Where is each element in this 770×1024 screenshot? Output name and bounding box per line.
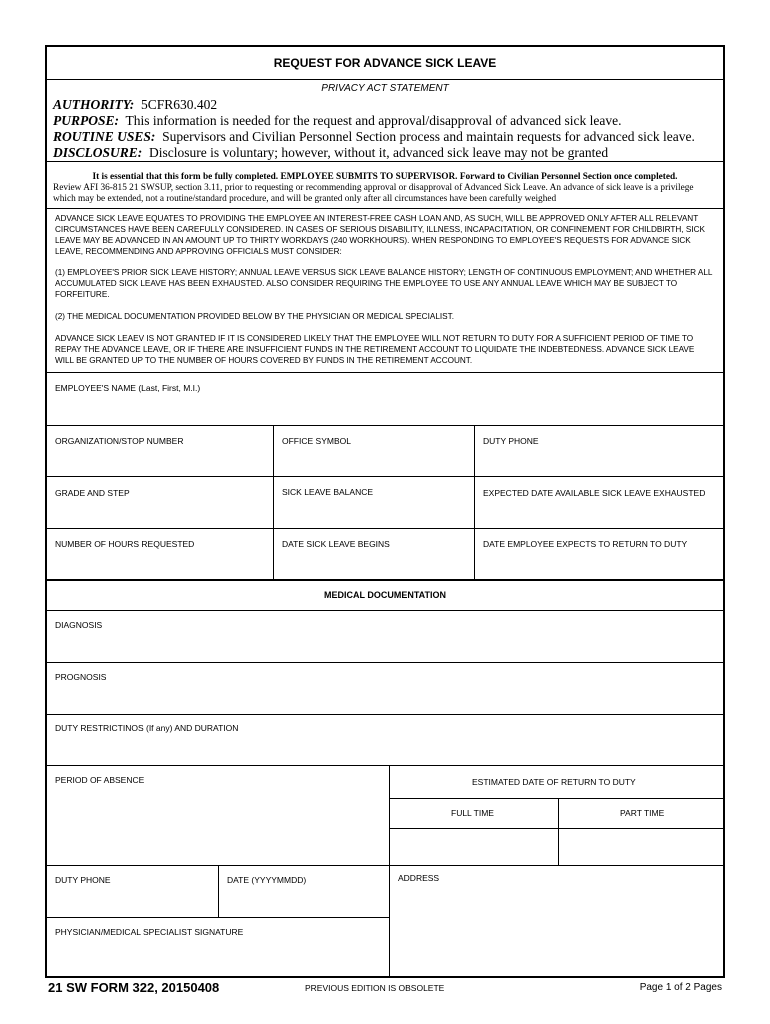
date-begins-field[interactable]: DATE SICK LEAVE BEGINS	[282, 539, 390, 549]
grid-line	[47, 425, 723, 426]
prognosis-field[interactable]: PROGNOSIS	[55, 672, 107, 682]
grid-line	[218, 865, 219, 917]
organization-field[interactable]: ORGANIZATION/STOP NUMBER	[55, 436, 184, 446]
grade-step-field[interactable]: GRADE AND STEP	[55, 488, 130, 498]
hours-requested-field[interactable]: NUMBER OF HOURS REQUESTED	[55, 539, 195, 549]
expected-exhausted-field[interactable]: EXPECTED DATE AVAILABLE SICK LEAVE EXHAUSTED	[483, 488, 706, 498]
grid-line	[47, 476, 723, 477]
paragraph-3: (2) THE MEDICAL DOCUMENTATION PROVIDED BELOW BY THE PHYSICIAN OR MEDICAL SPECIALIST.	[55, 312, 454, 321]
estimated-return-label: ESTIMATED DATE OF RETURN TO DUTY	[472, 777, 636, 787]
instructions-block	[53, 172, 717, 205]
grid-line	[47, 610, 723, 611]
sick-leave-balance-field[interactable]: SICK LEAVE BALANCE	[282, 487, 374, 497]
paragraph-2: (1) EMPLOYEE'S PRIOR SICK LEAVE HISTORY; ANNUAL LEAVE VERSUS SICK LEAVE BALANCE HISTORY; LENGTH OF CONTINUOUS EMPLOYMENT; AND WHETHER ALL ACCUMULATED SICK LEAVE HAS BEEN EXHAUSTED. ALSO CONSIDER REQUIRING THE EMPLOYEE TO USE ANY ANNUAL LEAVE WHICH MAY BE SUBJECT TO FORFEITURE.	[55, 268, 713, 299]
grid-line	[47, 714, 723, 715]
grid-line	[47, 917, 389, 918]
routine-uses-line	[53, 129, 695, 145]
authority-line	[53, 97, 217, 113]
period-of-absence-field[interactable]: PERIOD OF ABSENCE	[55, 775, 145, 785]
privacy-act-header: PRIVACY ACT STATEMENT	[321, 83, 449, 94]
disclosure-label: DISCLOSURE:	[53, 145, 143, 160]
grid-line	[558, 798, 559, 865]
grid-line	[47, 865, 723, 866]
authority-label: AUTHORITY:	[53, 97, 135, 112]
page-number: Page 1 of 2 Pages	[639, 982, 722, 993]
authority-text: 5CFR630.402	[141, 97, 218, 112]
date-return-field[interactable]: DATE EMPLOYEE EXPECTS TO RETURN TO DUTY	[483, 539, 688, 549]
grid-line	[47, 579, 723, 581]
routine-uses-text: Supervisors and Civilian Personnel Section process and maintain requests for advanced sick leave.	[162, 129, 695, 144]
diagnosis-field[interactable]: DIAGNOSIS	[55, 620, 103, 630]
medical-documentation-header: MEDICAL DOCUMENTATION	[324, 590, 446, 600]
part-time-field[interactable]: PART TIME	[620, 808, 665, 818]
purpose-line	[53, 113, 622, 129]
grid-line	[47, 372, 723, 373]
instructions-divider	[47, 208, 723, 209]
physician-duty-phone-field[interactable]: DUTY PHONE	[55, 875, 111, 885]
physician-signature-field[interactable]: PHYSICIAN/MEDICAL SPECIALIST SIGNATURE	[55, 927, 244, 937]
paragraph-1: ADVANCE SICK LEAVE EQUATES TO PROVIDING THE EMPLOYEE AN INTEREST-FREE CASH LOAN AND, AS SUCH, WILL BE APPROVED ONLY AFTER ALL RELEVANT CIRCUMSTANCES HAVE BEEN CAREFULLY CONSIDERED. IN CASES OF SERIOUS DISABILITY, ILLNESS, INCAPACITATION, OR CONFINEMENT FOR CHILDBIRTH, SICK LEAVE MAY BE ADVANCED IN AN AMOUNT UP TO THIRTY WORKDAYS (240 WORKHOURS). WHEN RESPONDING TO EMPLOYEE'S REQUESTS FOR ADVANCE SICK LEAVE, RECOMMENDING AND APPROVING OFFICIALS MUST CONSIDER:	[55, 214, 705, 256]
grid-line	[389, 798, 723, 799]
grid-line	[47, 528, 723, 529]
grid-line	[474, 425, 475, 579]
address-field[interactable]: ADDRESS	[398, 873, 440, 883]
purpose-label: PURPOSE:	[53, 113, 120, 128]
instructions-line1: It is essential that this form be fully completed. EMPLOYEE SUBMITS TO SUPERVISOR. Forward to Civilian Personnel Section once completed.	[92, 172, 678, 182]
instructions-line2: Review AFI 36-815 21 SWSUP, section 3.11, prior to requesting or recommending approval or disapproval of Advanced Sick Leave. An advance of sick leave is a privilege which may be extended, not a routine/standard procedure, and will be granted only after all circumstances have been carefully weighed	[53, 183, 694, 204]
duty-restrictions-field[interactable]: DUTY RESTRICTINOS (If any) AND DURATION	[55, 723, 239, 733]
employee-name-field[interactable]: EMPLOYEE'S NAME (Last, First, M.I.)	[55, 383, 201, 393]
form-title: REQUEST FOR ADVANCE SICK LEAVE	[47, 47, 723, 80]
grid-line	[47, 765, 723, 766]
full-time-field[interactable]: FULL TIME	[451, 808, 494, 818]
form-container	[45, 45, 725, 978]
office-symbol-field[interactable]: OFFICE SYMBOL	[282, 436, 351, 446]
grid-line	[47, 662, 723, 663]
form-number: 21 SW FORM 322, 20150408	[48, 980, 220, 995]
routine-uses-label: ROUTINE USES:	[53, 129, 156, 144]
paragraph-4: ADVANCE SICK LEAEV IS NOT GRANTED IF IT IS CONSIDERED LIKELY THAT THE EMPLOYEE WILL NOT RETURN TO DUTY FOR A SUFFICIENT PERIOD OF TIME TO REPAY THE ADVANCE LEAVE, OR IF THERE ARE INSUFFICIENT FUNDS IN THE RETIREMENT ACCOUNT TO LIQUIDATE THE INDEBTEDNESS. ADVANCE SICK LEAVE WILL BE GRANTED UP TO THE NUMBER OF HOURS COVERED BY FUNDS IN THE RETIREMENT ACCOUNT.	[55, 334, 695, 365]
privacy-divider	[47, 161, 723, 162]
grid-line	[389, 828, 723, 829]
disclosure-text: Disclosure is voluntary; however, without it, advanced sick leave may not be granted	[149, 145, 609, 160]
date-field[interactable]: DATE (YYYYMMDD)	[227, 875, 307, 885]
grid-line	[273, 425, 274, 579]
purpose-text: This information is needed for the request and approval/disapproval of advanced sick leave.	[125, 113, 622, 128]
disclosure-line	[53, 145, 608, 161]
duty-phone-field[interactable]: DUTY PHONE	[483, 436, 539, 446]
previous-edition-note: PREVIOUS EDITION IS OBSOLETE	[305, 983, 445, 993]
grid-line	[389, 765, 390, 978]
